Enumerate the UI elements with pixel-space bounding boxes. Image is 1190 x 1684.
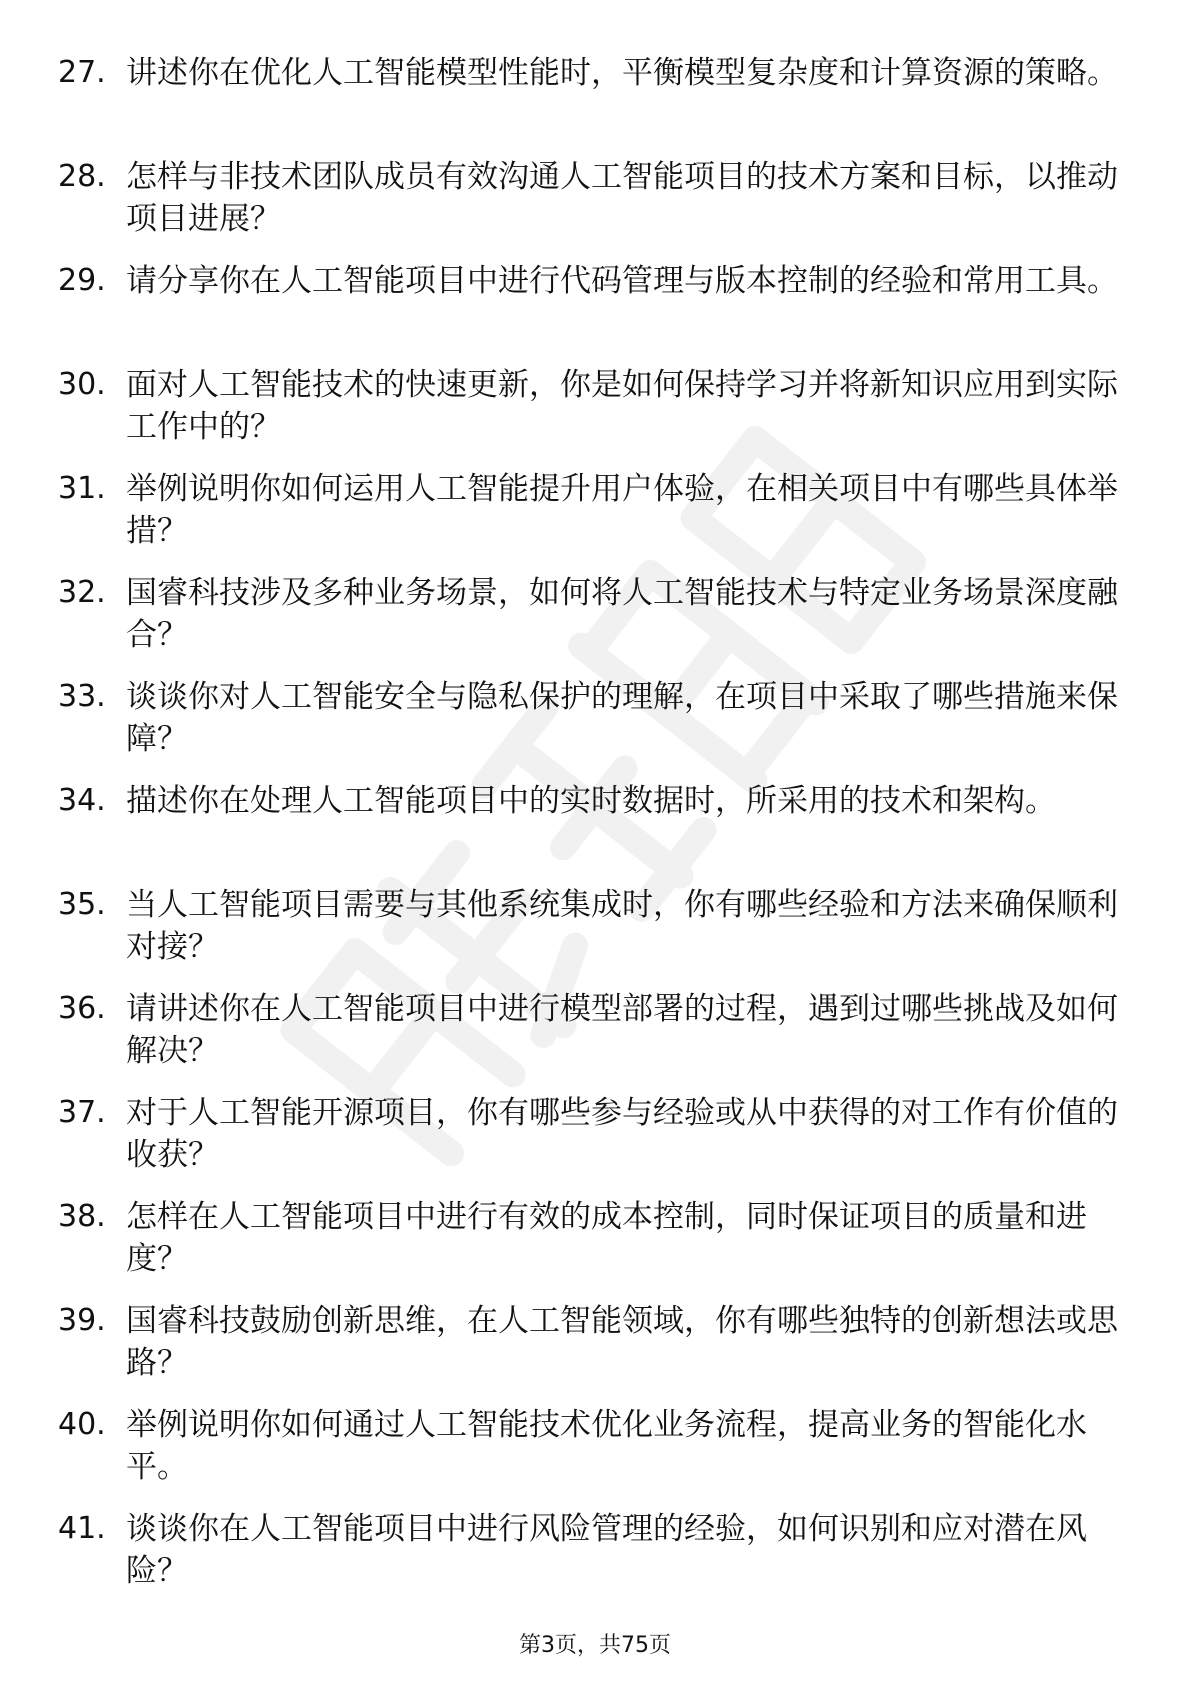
- question-number: 32.: [58, 575, 106, 610]
- question-number: 37.: [58, 1095, 106, 1130]
- question-item: [58, 1508, 1128, 1612]
- question-item: [58, 1300, 1128, 1404]
- question-text: 当人工智能项目需要与其他系统集成时，你有哪些经验和方法来确保顺利对接？: [126, 887, 1118, 965]
- question-item: [58, 1404, 1128, 1508]
- question-text: 面对人工智能技术的快速更新，你是如何保持学习并将新知识应用到实际工作中的？: [126, 367, 1118, 445]
- question-text: 讲述你在优化人工智能模型性能时，平衡模型复杂度和计算资源的策略。: [126, 55, 1118, 91]
- question-number: 33.: [58, 679, 106, 714]
- question-item: [58, 676, 1128, 780]
- question-item: [58, 572, 1128, 676]
- question-text: 谈谈你对人工智能安全与隐私保护的理解，在项目中采取了哪些措施来保障？: [126, 679, 1118, 757]
- question-text: 对于人工智能开源项目，你有哪些参与经验或从中获得的对工作有价值的收获？: [126, 1095, 1118, 1173]
- question-number: 27.: [58, 55, 106, 90]
- question-text: 请分享你在人工智能项目中进行代码管理与版本控制的经验和常用工具。: [126, 263, 1118, 299]
- question-item: [58, 156, 1128, 260]
- question-text: 怎样在人工智能项目中进行有效的成本控制，同时保证项目的质量和进度？: [126, 1199, 1087, 1277]
- question-number: 36.: [58, 991, 106, 1026]
- question-text: 请讲述你在人工智能项目中进行模型部署的过程，遇到过哪些挑战及如何解决？: [126, 991, 1118, 1069]
- question-text: 谈谈你在人工智能项目中进行风险管理的经验，如何识别和应对潜在风险？: [126, 1511, 1087, 1589]
- question-item: [58, 1196, 1128, 1300]
- question-number: 40.: [58, 1407, 106, 1442]
- question-item: [58, 260, 1128, 364]
- question-text: 怎样与非技术团队成员有效沟通人工智能项目的技术方案和目标，以推动项目进展？: [126, 159, 1118, 237]
- question-text: 举例说明你如何运用人工智能提升用户体验，在相关项目中有哪些具体举措？: [126, 471, 1118, 549]
- question-number: 30.: [58, 367, 106, 402]
- question-item: [58, 988, 1128, 1092]
- question-number: 28.: [58, 159, 106, 194]
- question-number: 31.: [58, 471, 106, 506]
- question-number: 29.: [58, 263, 106, 298]
- question-number: 35.: [58, 887, 106, 922]
- question-item: [58, 468, 1128, 572]
- question-item: [58, 780, 1128, 884]
- page-footer: 第3页，共75页: [519, 1633, 671, 1658]
- question-number: 34.: [58, 783, 106, 818]
- question-item: [58, 1092, 1128, 1196]
- question-text: 举例说明你如何通过人工智能技术优化业务流程，提高业务的智能化水平。: [126, 1407, 1087, 1485]
- question-number: 38.: [58, 1199, 106, 1234]
- question-text: 描述你在处理人工智能项目中的实时数据时，所采用的技术和架构。: [126, 783, 1056, 819]
- question-list: [58, 52, 1128, 1612]
- question-number: 41.: [58, 1511, 106, 1546]
- question-text: 国睿科技鼓励创新思维，在人工智能领域，你有哪些独特的创新想法或思路？: [126, 1303, 1118, 1381]
- question-item: [58, 52, 1128, 156]
- question-number: 39.: [58, 1303, 106, 1338]
- question-text: 国睿科技涉及多种业务场景，如何将人工智能技术与特定业务场景深度融合？: [126, 575, 1118, 653]
- question-item: [58, 884, 1128, 988]
- question-item: [58, 364, 1128, 468]
